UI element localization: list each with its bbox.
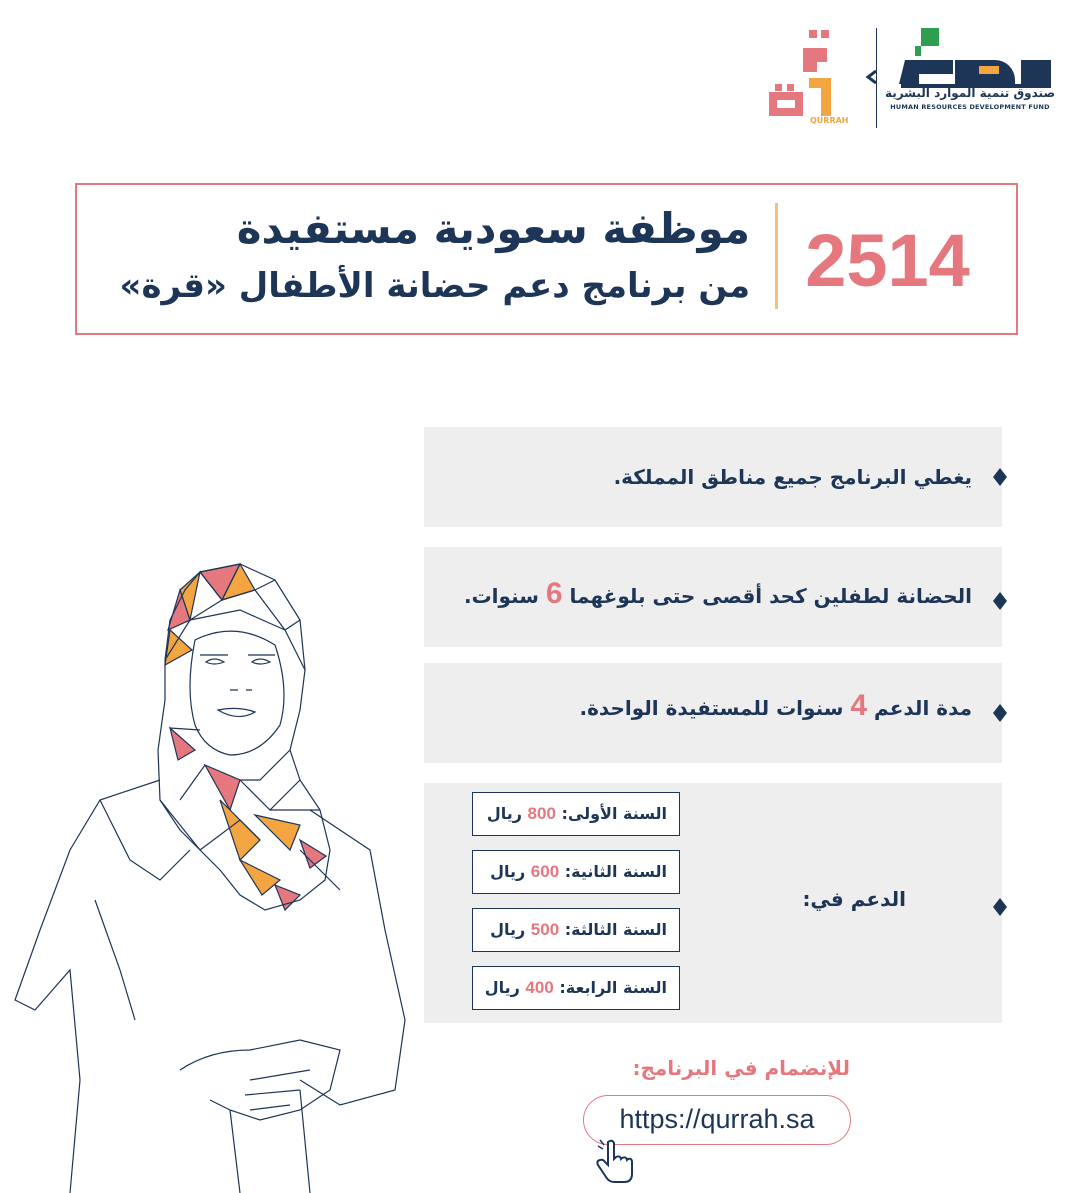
hrdf-name-arabic: صندوق تنمية الموارد البشرية [884, 86, 1056, 100]
support-label: الدعم في: [802, 887, 906, 911]
support-year-3: السنة الثالثة: 500 ريال [472, 908, 680, 952]
children-prefix: الحضانة لطفلين كحد أقصى حتى بلوغهما [569, 584, 972, 608]
bullet-diamond-icon [993, 592, 1007, 610]
children-suffix: سنوات. [463, 584, 539, 608]
bullet-diamond-icon [993, 468, 1007, 486]
duration-suffix: سنوات للمستفيدة الواحدة. [579, 696, 844, 720]
duration-years-number: 4 [850, 689, 868, 722]
info-box-regions [424, 427, 1002, 527]
info-text-children [464, 577, 972, 611]
children-age-number: 6 [545, 577, 563, 610]
chevron-left-icon [864, 70, 878, 84]
duration-prefix: مدة الدعم [874, 696, 972, 720]
join-link[interactable]: https://qurrah.sa [583, 1095, 851, 1145]
woman-illustration [0, 550, 420, 1193]
qurrah-logo [765, 28, 845, 128]
headline-title: موظفة سعودية مستفيدة [236, 204, 750, 253]
support-year-2: السنة الثانية: 600 ريال [472, 850, 680, 894]
hand-pointer-icon [596, 1138, 634, 1184]
headline-subtitle: من برنامج دعم حضانة الأطفال «قرة» [119, 266, 750, 306]
qurrah-name-english: QURRAH [810, 116, 849, 125]
info-text-duration [580, 689, 973, 723]
info-box-children [424, 547, 1002, 647]
support-year-4: السنة الرابعة: 400 ريال [472, 966, 680, 1010]
info-box-support [424, 783, 1002, 1023]
bullet-diamond-icon [993, 898, 1007, 916]
info-text-regions: يغطي البرنامج جميع مناطق المملكة. [613, 465, 972, 489]
headline-separator [775, 203, 778, 309]
hrdf-name-english: HUMAN RESOURCES DEVELOPMENT FUND [890, 103, 1050, 111]
bullet-diamond-icon [993, 704, 1007, 722]
join-label: للإنضمام في البرنامج: [632, 1056, 850, 1080]
support-year-1: السنة الأولى: 800 ريال [472, 792, 680, 836]
beneficiaries-count: 2514 [805, 219, 970, 302]
info-box-duration [424, 663, 1002, 763]
